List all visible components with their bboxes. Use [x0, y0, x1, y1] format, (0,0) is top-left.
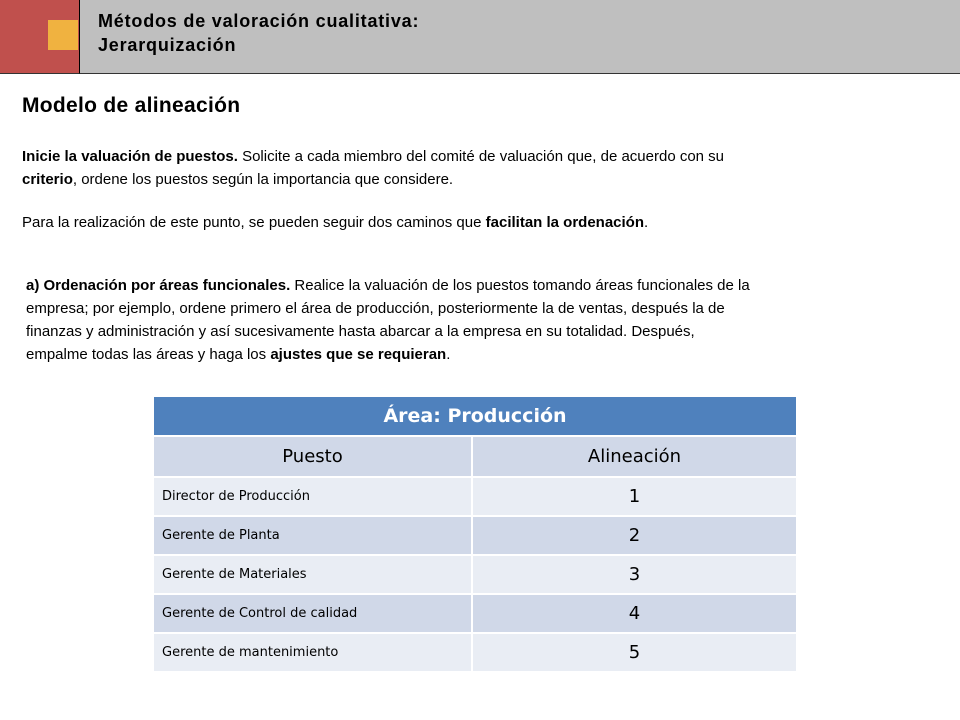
paragraph-ordenacion	[26, 274, 946, 366]
cell-alineacion: 1	[472, 477, 796, 516]
cell-puesto: Director de Producción	[154, 477, 472, 516]
ordenacion-line1: Realice la valuación de los puestos tomando áreas funcionales de la	[290, 277, 750, 294]
header-accent-gold	[48, 20, 78, 50]
table-title: Área: Producción	[154, 397, 796, 436]
production-table	[154, 397, 796, 671]
intro-bold-criterio: criterio	[22, 171, 73, 188]
table-row	[154, 594, 796, 633]
section-title: Modelo de alineación	[22, 94, 241, 117]
col-header-puesto: Puesto	[154, 436, 472, 477]
slide-title-line1: Métodos de valoración cualitativa:	[98, 11, 420, 31]
cell-alineacion: 3	[472, 555, 796, 594]
ordenacion-bold-lead: a) Ordenación por áreas funcionales.	[26, 277, 291, 294]
intro-text-b: , ordene los puestos según la importancia que considere.	[72, 171, 454, 188]
ordenacion-line4: empalme todas las áreas y haga los	[26, 346, 271, 363]
cell-puesto: Gerente de mantenimiento	[154, 633, 472, 671]
caminos-text-a: Para la realización de este punto, se pueden seguir dos caminos que	[22, 214, 486, 231]
table-row	[154, 516, 796, 555]
ordenacion-line2: empresa; por ejemplo, ordene primero el área de producción, posteriormente la de ventas, después la de	[26, 300, 725, 317]
table-row	[154, 555, 796, 594]
intro-text-a: Solicite a cada miembro del comité de valuación que, de acuerdo con su	[237, 148, 725, 165]
cell-puesto: Gerente de Planta	[154, 516, 472, 555]
cell-alineacion: 4	[472, 594, 796, 633]
slide-title-line2: Jerarquización	[98, 35, 237, 55]
caminos-bold: facilitan la ordenación	[485, 214, 645, 231]
col-header-alineacion: Alineación	[472, 436, 796, 477]
table-row	[154, 633, 796, 671]
cell-alineacion: 5	[472, 633, 796, 671]
caminos-text-b: .	[644, 214, 649, 231]
ordenacion-bold-ajustes: ajustes que se requieran	[270, 346, 447, 363]
ordenacion-line3: finanzas y administración y así sucesivamente hasta abarcar a la empresa en su totalidad. Después,	[26, 323, 695, 340]
intro-bold-lead: Inicie la valuación de puestos.	[22, 148, 238, 165]
cell-puesto: Gerente de Materiales	[154, 555, 472, 594]
paragraph-caminos	[22, 211, 922, 234]
cell-puesto: Gerente de Control de calidad	[154, 594, 472, 633]
cell-alineacion: 2	[472, 516, 796, 555]
ordenacion-end: .	[446, 346, 451, 363]
paragraph-intro	[22, 145, 922, 191]
table-row	[154, 477, 796, 516]
slide-title	[98, 9, 419, 57]
